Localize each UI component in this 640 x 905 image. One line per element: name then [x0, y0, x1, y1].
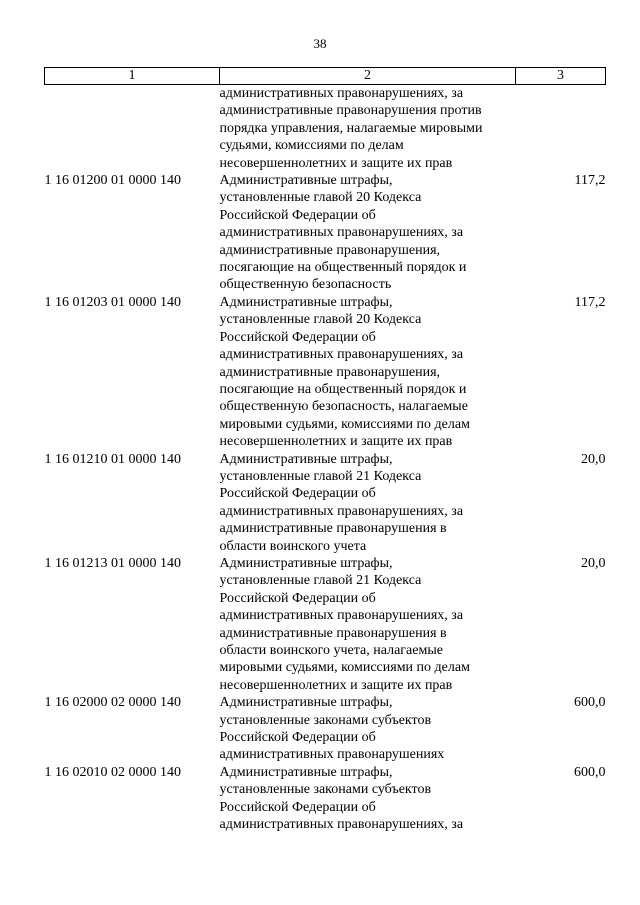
- table-row: [45, 294, 606, 451]
- row-amount: 20,0: [581, 451, 606, 467]
- row-description: административных правонарушениях, за административные правонарушения против порядка управления, налагаемые мировыми судьями, комиссиями по делам несовершеннолетних и защите их прав: [219, 86, 483, 171]
- budget-table: [44, 67, 606, 833]
- row-description: Административные штрафы, установленные главой 20 Кодекса Российской Федерации об административных правонарушениях, за административные правонарушения, посягающие на общественный порядок и общественную безопасность: [219, 173, 467, 293]
- row-amount: 600,0: [574, 695, 606, 711]
- table-row: [45, 451, 606, 555]
- table-row: [45, 694, 606, 764]
- table-row: [45, 85, 606, 173]
- row-code: [45, 85, 220, 173]
- row-description: Административные штрафы, установленные главой 20 Кодекса Российской Федерации об административных правонарушениях, за административные правонарушения, посягающие на общественный порядок и общественную безопасность, налагаемые мировыми судьями, комиссиями по делам несовершеннолетних и защите их прав: [219, 294, 470, 450]
- row-code: 1 16 01203 01 0000 140: [44, 294, 181, 310]
- row-description: Административные штрафы, установленные законами субъектов Российской Федерации об административных правонарушениях: [219, 695, 445, 763]
- header-col-1: 1: [45, 68, 220, 85]
- row-code: 1 16 01210 01 0000 140: [44, 451, 181, 467]
- table-row: [45, 764, 606, 834]
- header-col-2: 2: [220, 68, 516, 85]
- row-amount: 600,0: [574, 764, 606, 780]
- table-row: [45, 555, 606, 694]
- page-number: 38: [313, 36, 327, 51]
- row-description: Административные штрафы, установленные главой 21 Кодекса Российской Федерации об административных правонарушениях, за административные правонарушения в области воинского учета, налагаемые мировыми судьями, комиссиями по делам несовершеннолетних и защите их прав: [219, 555, 470, 693]
- header-col-3: 3: [516, 68, 606, 85]
- table-header-row: [45, 68, 606, 85]
- table-row: [45, 172, 606, 294]
- row-code: 1 16 02000 02 0000 140: [44, 695, 181, 711]
- row-amount: 20,0: [581, 555, 606, 571]
- row-code: 1 16 01213 01 0000 140: [44, 555, 181, 571]
- row-code: 1 16 02010 02 0000 140: [44, 764, 181, 780]
- row-description: Административные штрафы, установленные главой 21 Кодекса Российской Федерации об административных правонарушениях, за административные правонарушения в области воинского учета: [219, 451, 464, 554]
- row-code: 1 16 01200 01 0000 140: [44, 173, 181, 189]
- row-amount: 117,2: [574, 173, 606, 189]
- row-amount: 117,2: [574, 294, 606, 310]
- row-amount: [516, 85, 606, 173]
- row-description: Административные штрафы, установленные законами субъектов Российской Федерации об административных правонарушениях, за: [219, 764, 464, 833]
